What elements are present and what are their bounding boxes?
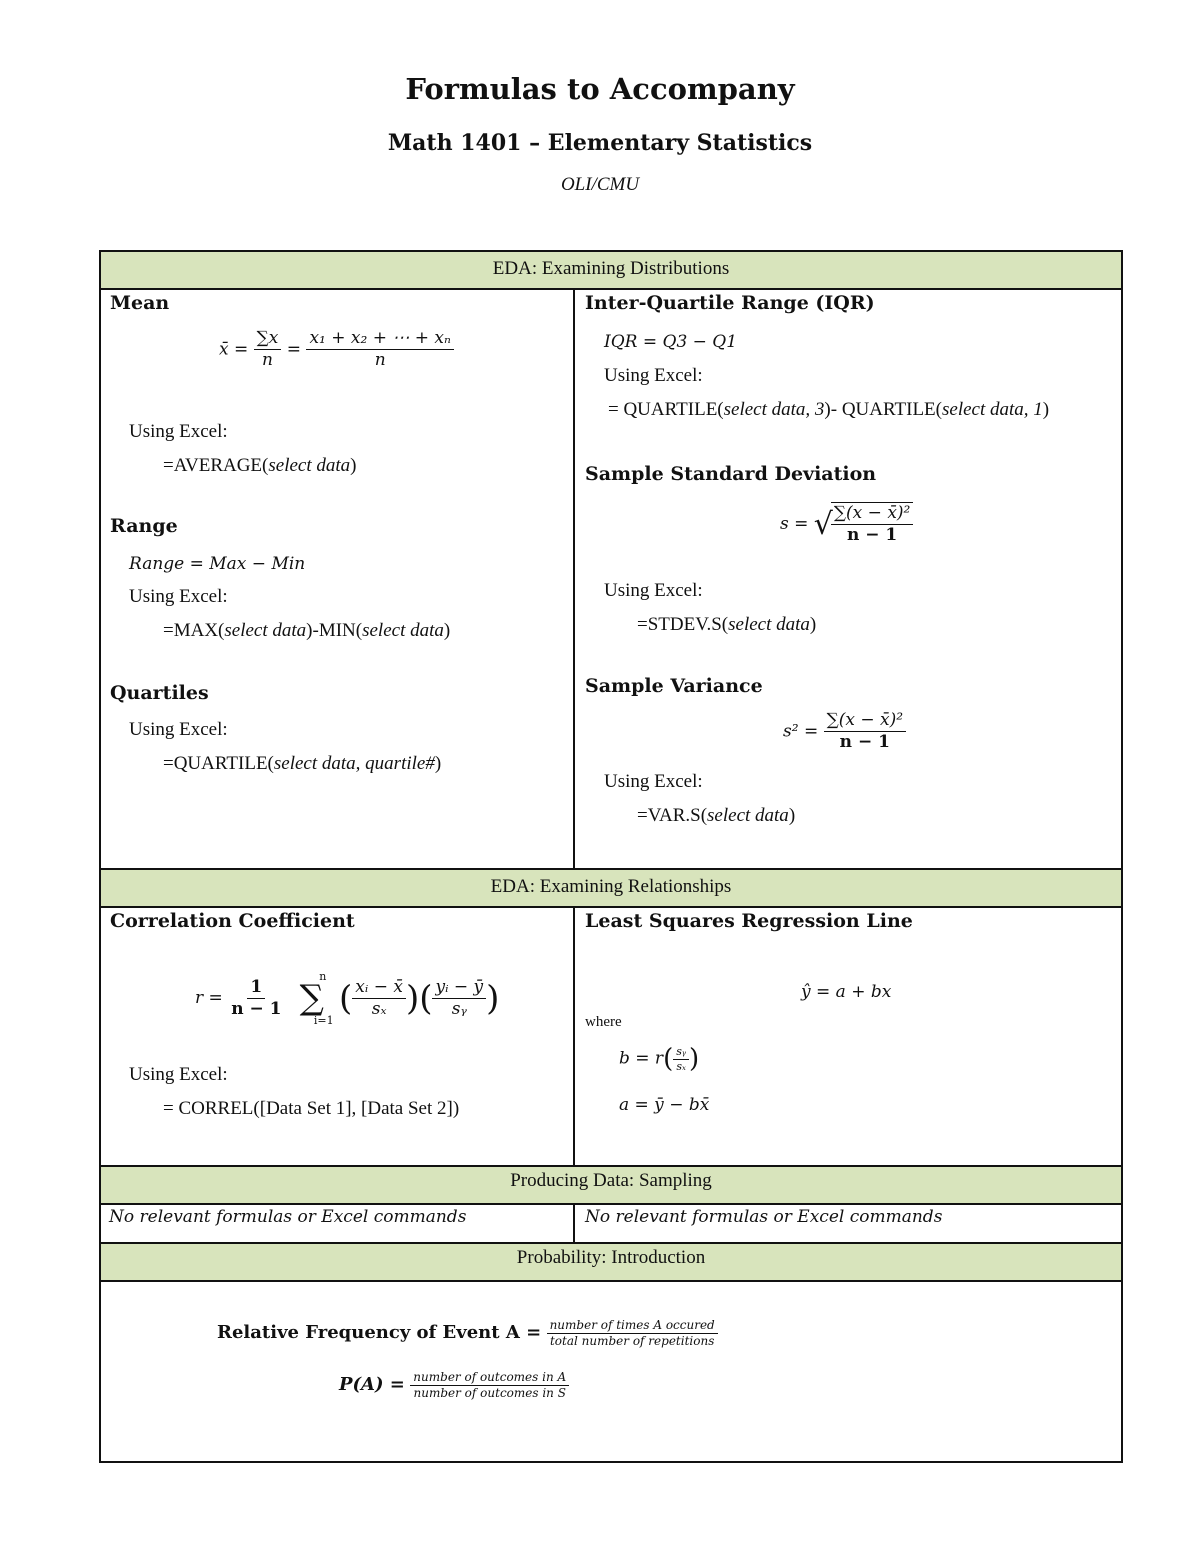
mean-excel-label: Using Excel: — [129, 421, 228, 442]
variance-heading: Sample Variance — [585, 675, 763, 697]
iqr-formula: IQR = Q3 − Q1 — [604, 332, 738, 352]
source-label: OLI/CMU — [560, 174, 640, 195]
stdev-excel-label: Using Excel: — [604, 580, 703, 601]
range-formula: Range = Max − Min — [129, 554, 306, 574]
quartiles-excel-cmd: =QUARTILE(select data, quartile#) — [163, 753, 442, 774]
page-title: Formulas to Accompany — [405, 72, 795, 106]
variance-formula: s² = $\frac{\text{∑(x − x̄)²}}{n - 1}$ — [783, 710, 906, 754]
section-band: EDA: Examining Relationships — [101, 870, 1121, 908]
where-label: where — [585, 1014, 622, 1030]
stdev-heading: Sample Standard Deviation — [585, 463, 877, 485]
probability-formula: P(A) = $\frac{\text{number of outcomes in A}}{\text{number of outcomes in S}}$ — [339, 1370, 569, 1401]
course-title: Math 1401 – Elementary Statistics — [387, 130, 813, 156]
no-formulas-text: No relevant formulas or Excel commands — [109, 1207, 467, 1227]
correlation-heading: Correlation Coefficient — [110, 910, 355, 932]
regression-heading: Least Squares Regression Line — [585, 910, 913, 932]
slope-formula: b = r( $\frac{\text{sᵧ}}{\text{sₓ}}$ ) — [619, 1044, 700, 1074]
iqr-excel-cmd: = QUARTILE(select data, 3)- QUARTILE(select data, 1) — [608, 399, 1050, 420]
iqr-heading: Inter-Quartile Range (IQR) — [585, 292, 875, 314]
intercept-formula: a = ȳ − bx̄ — [619, 1095, 710, 1115]
section-band: Producing Data: Sampling — [101, 1167, 1121, 1205]
left-column — [101, 1205, 575, 1242]
correlation-excel-cmd: = CORREL([Data Set 1], [Data Set 2]) — [163, 1098, 460, 1119]
probability-table — [99, 1242, 1123, 1463]
right-column — [575, 290, 1121, 870]
variance-excel-label: Using Excel: — [604, 771, 703, 792]
section-band: Probability: Introduction — [101, 1244, 1121, 1282]
correlation-excel-label: Using Excel: — [129, 1064, 228, 1085]
eda-relationships-table — [99, 868, 1123, 1167]
producing-data-table — [99, 1165, 1123, 1244]
eda-distributions-table — [99, 250, 1123, 870]
no-formulas-text: No relevant formulas or Excel commands — [585, 1207, 943, 1227]
left-column — [101, 290, 575, 870]
range-heading: Range — [110, 515, 178, 537]
relative-frequency-formula: Relative Frequency of Event A = $\frac{\text{number of times A occured}}{\text{total number of repetitions}}$ — [217, 1318, 718, 1349]
mean-heading: Mean — [110, 292, 170, 314]
correlation-formula: r = $\frac{1}{n - 1}$ n ∑ i=1 ( $\frac{\text{xᵢ − x̄}}{\text{sₓ}}$ )( $\frac{\text{yᵢ − ȳ}}{\text{sᵧ}}$ ) — [195, 970, 500, 1027]
variance-excel-cmd: =VAR.S(select data) — [637, 805, 796, 826]
mean-formula: x̄ = $\frac{\sum x}{n}$ = $\frac{\text{x₁ + x₂ + ⋯ + xₙ}}{n}$ — [219, 328, 454, 372]
stdev-excel-cmd: =STDEV.S(select data) — [637, 614, 817, 635]
section-band: EDA: Examining Distributions — [101, 252, 1121, 290]
stdev-formula: s = √ $\frac{\text{∑(x − x̄)²}}{n - 1}$ — [780, 502, 913, 547]
quartiles-heading: Quartiles — [110, 682, 209, 704]
quartiles-excel-label: Using Excel: — [129, 719, 228, 740]
regression-formula: ŷ = a + bx — [801, 982, 892, 1002]
range-excel-cmd: =MAX(select data)-MIN(select data) — [163, 620, 451, 641]
mean-excel-cmd: =AVERAGE(select data) — [163, 455, 357, 476]
right-column — [575, 1205, 1121, 1242]
left-column — [101, 908, 575, 1165]
range-excel-label: Using Excel: — [129, 586, 228, 607]
right-column — [575, 908, 1121, 1165]
iqr-excel-label: Using Excel: — [604, 365, 703, 386]
